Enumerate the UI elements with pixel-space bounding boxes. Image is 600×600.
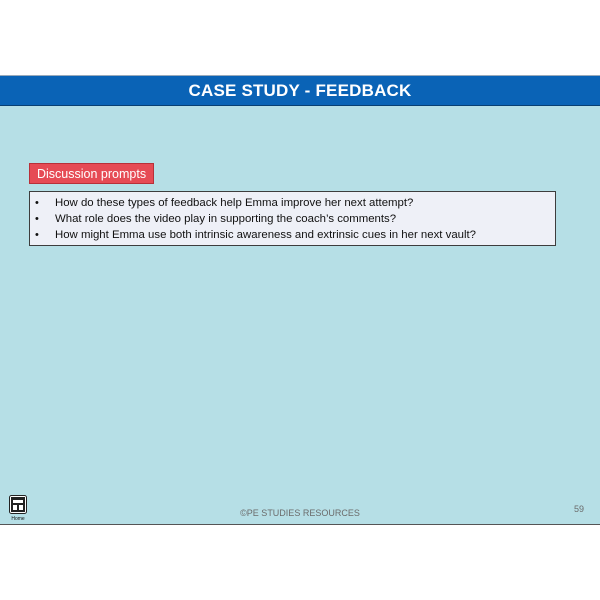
prompt-text: How might Emma use both intrinsic awareness and extrinsic cues in her next vault? xyxy=(55,229,477,241)
slide xyxy=(0,75,600,525)
prompt-text: How do these types of feedback help Emma improve her next attempt? xyxy=(55,197,414,209)
home-icon-label: Home xyxy=(11,516,25,521)
slide-title: CASE STUDY - FEEDBACK xyxy=(188,80,412,100)
page-number: 59 xyxy=(574,504,585,514)
footer-copyright: ©PE STUDIES RESOURCES xyxy=(240,508,360,518)
prompt-text: What role does the video play in supporting the coach’s comments? xyxy=(55,213,397,225)
discussion-prompts-box xyxy=(29,191,556,246)
bullet: • xyxy=(35,197,39,209)
bullet: • xyxy=(35,213,39,225)
prompt-item xyxy=(30,227,555,243)
prompt-item xyxy=(30,195,555,211)
prompt-list xyxy=(30,195,555,243)
title-bar xyxy=(0,76,600,106)
bullet: • xyxy=(35,229,39,241)
discussion-prompts-badge: Discussion prompts xyxy=(29,163,154,184)
prompt-item xyxy=(30,211,555,227)
